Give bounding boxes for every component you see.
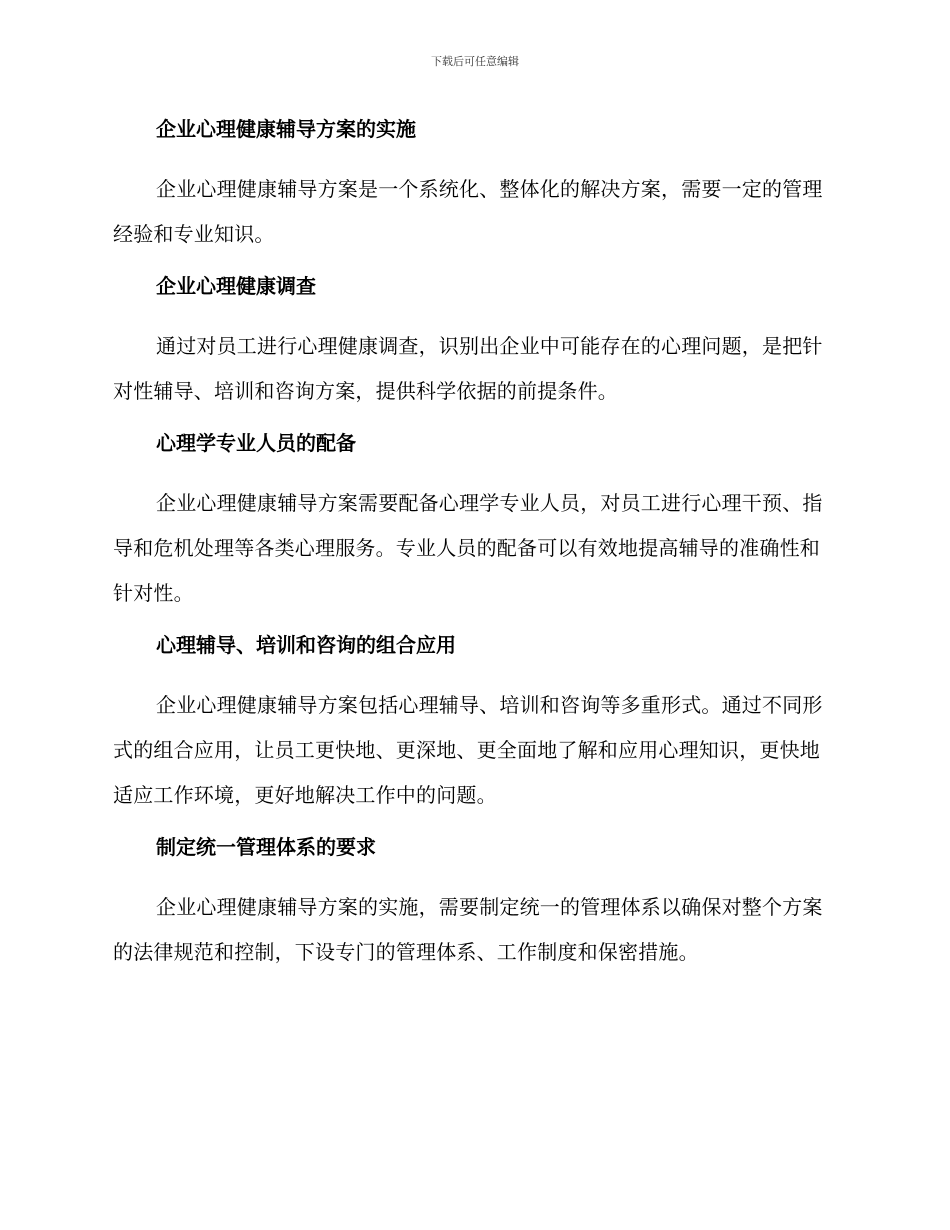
document-body — [113, 112, 833, 975]
section-heading-implementation: 企业心理健康辅导方案的实施 — [156, 117, 416, 141]
section-heading-combined-application: 心理辅导、培训和咨询的组合应用 — [156, 633, 456, 657]
paragraph-implementation: 企业心理健康辅导方案是一个系统化、整体化的解决方案，需要一定的管理经验和专业知识。 — [113, 177, 823, 246]
paragraph-staffing: 企业心理健康辅导方案需要配备心理学专业人员，对员工进行心理干预、指导和危机处理等各类心理服务。专业人员的配备可以有效地提高辅导的准确性和针对性。 — [113, 491, 823, 605]
paragraph-survey: 通过对员工进行心理健康调查，识别出企业中可能存在的心理问题，是把针对性辅导、培训和咨询方案，提供科学依据的前提条件。 — [113, 334, 823, 403]
paragraph-management-system: 企业心理健康辅导方案的实施，需要制定统一的管理体系以确保对整个方案的法律规范和控制，下设专门的管理体系、工作制度和保密措施。 — [113, 895, 823, 964]
section-heading-management-system: 制定统一管理体系的要求 — [156, 835, 376, 859]
section-heading-survey: 企业心理健康调查 — [156, 274, 316, 298]
paragraph-combined-application: 企业心理健康辅导方案包括心理辅导、培训和咨询等多重形式。通过不同形式的组合应用，让员工更快地、更深地、更全面地了解和应用心理知识，更快地适应工作环境，更好地解决工作中的问题。 — [113, 693, 823, 807]
page-header: 下载后可任意编辑 — [431, 55, 519, 68]
section-heading-staffing: 心理学专业人员的配备 — [156, 431, 356, 455]
